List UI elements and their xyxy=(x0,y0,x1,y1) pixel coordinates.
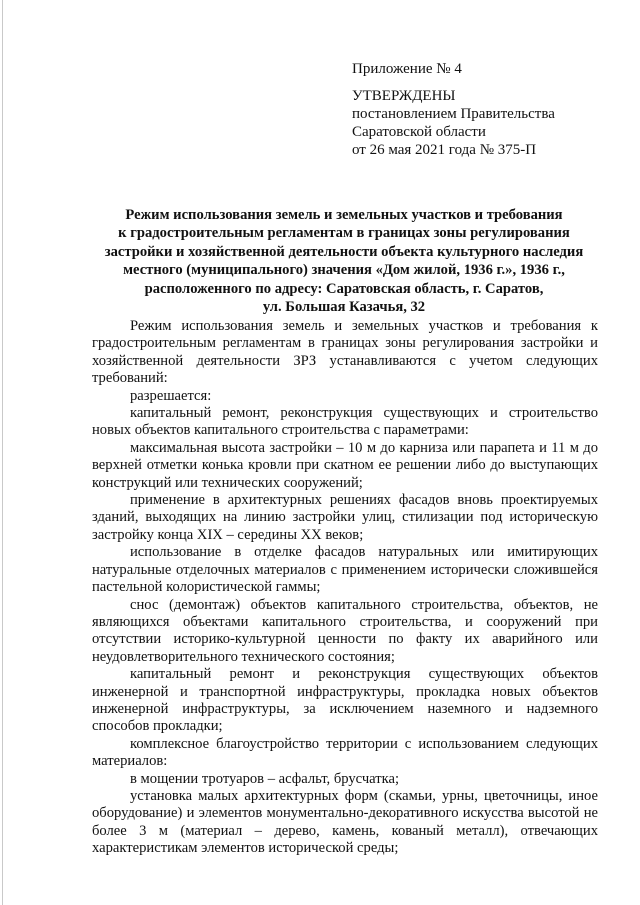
title-line: застройки и хозяйственной деятельности объекта культурного наследия xyxy=(104,243,584,260)
approval-line: от 26 мая 2021 года № 375-П xyxy=(352,142,537,158)
appendix-label: Приложение № 4 xyxy=(352,61,462,77)
body-paragraph: комплексное благоустройство территории с использованием следующих материалов: xyxy=(92,735,598,770)
body-paragraph: снос (демонтаж) объектов капитального строительства, объектов, не являющихся объектами капитального строительства, и сооружений при отсутствии историко-культурной ценности по факту их аварийного или неудовлетворительного технического состояния; xyxy=(92,596,598,665)
title-line: местного (муниципального) значения «Дом жилой, 1936 г.», 1936 г., xyxy=(123,262,565,279)
title-line: расположенного по адресу: Саратовская область, г. Саратов, xyxy=(144,280,544,297)
document-title xyxy=(92,206,596,316)
body-paragraph: максимальная высота застройки – 10 м до карниза или парапета и 11 м до верхней отметки конька кровли при скатном ее решении либо до выступающих конструкций или технических сооружений; xyxy=(92,439,598,491)
body-paragraph: использование в отделке фасадов натуральных или имитирующих натуральные отделочных материалов с применением исторически сложившейся пастельной колористической гаммы; xyxy=(92,544,598,596)
body-paragraph: разрешается: xyxy=(130,387,212,404)
title-line: к градостроительным регламентам в границах зоны регулирования xyxy=(118,225,570,242)
approval-line: УТВЕРЖДЕНЫ xyxy=(352,88,456,104)
approval-block xyxy=(352,87,612,159)
approval-line: постановлением Правительства xyxy=(352,106,555,122)
body-paragraph: капитальный ремонт, реконструкция существующих и строительство новых объектов капитального строительства с параметрами: xyxy=(92,405,598,439)
body-paragraph: капитальный ремонт и реконструкция существующих объектов инженерной и транспортной инфраструктуры, прокладка новых объектов инженерной инфраструктуры, за исключением наземного и надземного способов прокладки; xyxy=(92,666,598,735)
title-line: ул. Большая Казачья, 32 xyxy=(262,299,426,316)
scan-edge-line xyxy=(2,0,3,905)
body-paragraph: установка малых архитектурных форм (скамьи, урны, цветочницы, иное оборудование) и элементов монументально-декоративного искусства высотой не более 3 м (материал – дерево, камень, кованый металл), отвечающих характеристикам элементов исторической среды; xyxy=(92,787,598,857)
approval-line: Саратовской области xyxy=(352,124,486,140)
title-line: Режим использования земель и земельных участков и требования xyxy=(125,207,563,223)
document-body xyxy=(92,318,598,858)
body-paragraph: Режим использования земель и земельных участков и требования к градостроительным регламентам в границах зоны регулирования застройки и хозяйственной деятельности ЗРЗ устанавливаются с учетом следующих требований: xyxy=(92,318,598,387)
body-paragraph: в мощении тротуаров – асфальт, брусчатка; xyxy=(130,770,400,787)
body-paragraph: применение в архитектурных решениях фасадов вновь проектируемых зданий, выходящих на линию застройки улиц, стилизации под историческую застройку конца XIX – середины XX веков; xyxy=(92,492,598,543)
